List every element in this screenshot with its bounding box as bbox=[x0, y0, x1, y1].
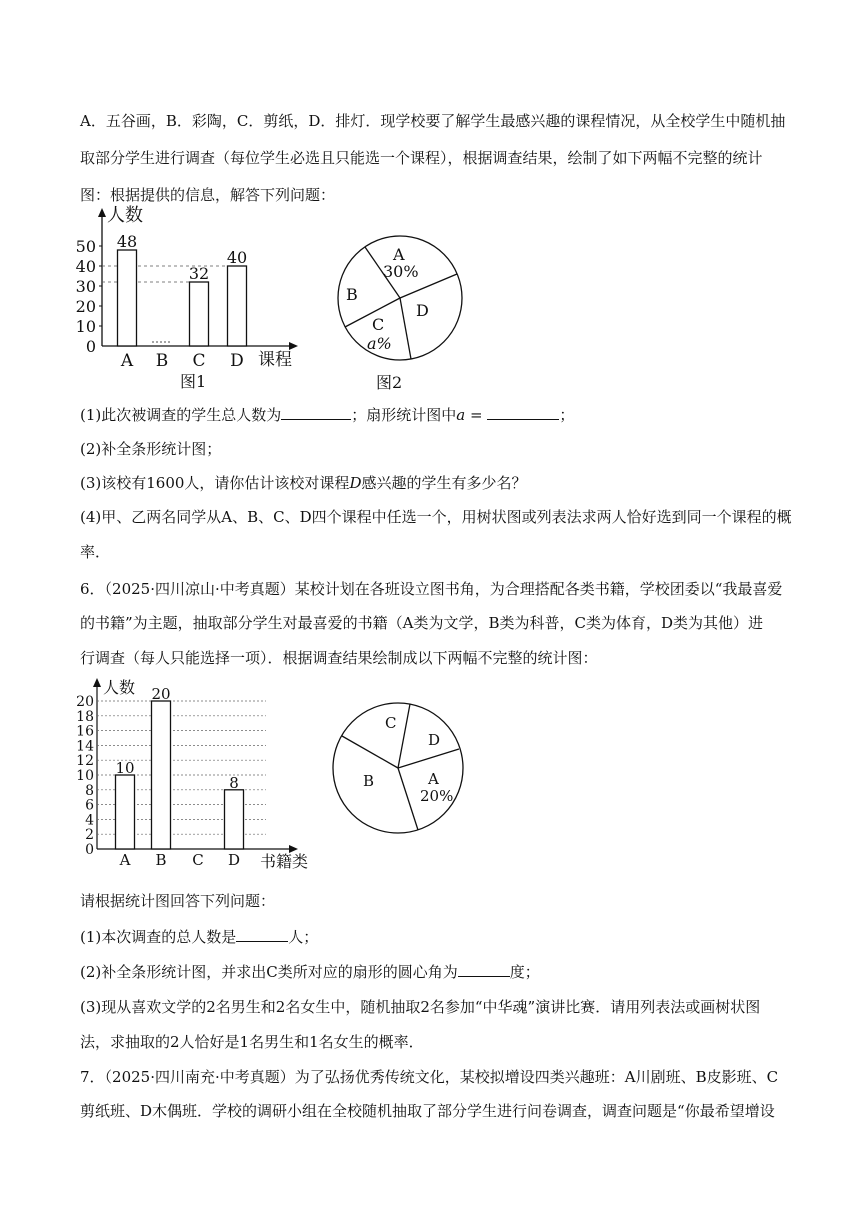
x-tick-label: C bbox=[192, 351, 206, 371]
bar-c bbox=[190, 282, 209, 346]
y-tick-label: 12 bbox=[76, 753, 94, 770]
y-tick-label: 30 bbox=[75, 277, 96, 296]
q6-line-3: 行调查（每人只能选择一项）．根据调查结果绘制成以下两幅不完整的统计图： bbox=[80, 649, 598, 667]
y-tick-label: 6 bbox=[85, 797, 94, 814]
figure-2-pie-chart bbox=[320, 230, 490, 400]
y-tick-label: 0 bbox=[85, 337, 96, 356]
x-tick-label: B bbox=[155, 851, 167, 869]
y-tick-label: 50 bbox=[75, 237, 96, 256]
q6-line-2: 的书籍”为主题，抽取部分学生对最喜爱的书籍（A类为文学，B类为科普，C类为体育，D类为其他）进 bbox=[80, 614, 764, 632]
y-tick-label: 10 bbox=[75, 317, 96, 336]
x-tick-label: A bbox=[120, 351, 134, 371]
q5-part-1-text-2: ；扇形统计图中 bbox=[351, 406, 457, 424]
intro-line-3: 图：根据提供的信息，解答下列问题： bbox=[80, 186, 336, 204]
variable-a: a bbox=[456, 406, 466, 424]
q6-part-2 bbox=[80, 960, 540, 982]
y-axis-arrow bbox=[93, 678, 101, 687]
q5-part-4-line-2: 率． bbox=[80, 543, 111, 561]
bar-value-label: 48 bbox=[116, 232, 138, 251]
y-axis-label: 人数 bbox=[103, 678, 136, 697]
pie-divider bbox=[342, 736, 398, 768]
q6-part-1-text: (1)本次调查的总人数是 bbox=[80, 928, 237, 946]
bar-a bbox=[116, 775, 135, 849]
y-tick-label: 2 bbox=[85, 827, 94, 844]
figure-1-bar-chart bbox=[70, 205, 310, 395]
intro-line-2: 取部分学生进行调查（每位学生必选且只能选一个课程），根据调查结果，绘制了如下两幅不完整的统计 bbox=[80, 149, 763, 167]
pie-label-d: D bbox=[428, 731, 441, 749]
answer-blank[interactable] bbox=[281, 403, 351, 420]
bar-value-label: 10 bbox=[115, 759, 135, 777]
q6-part-3-line-2: 法，求抽取的2人恰好是1名男生和1名女生的概率． bbox=[80, 1033, 424, 1051]
figure-2-caption: 图2 bbox=[376, 373, 403, 392]
y-axis-arrow bbox=[98, 208, 106, 217]
bar-b bbox=[152, 701, 171, 849]
q6-bar-chart bbox=[70, 675, 320, 875]
pie-label-a: A bbox=[393, 245, 405, 264]
bar-d bbox=[225, 790, 244, 849]
q5-part-2: (2)补全条形统计图； bbox=[80, 440, 222, 458]
answer-blank[interactable] bbox=[236, 925, 288, 942]
x-axis-label: 书籍类 bbox=[260, 852, 309, 871]
q6-part-2-text: (2)补全条形统计图，并求出C类所对应的扇形的圆心角为 bbox=[80, 963, 458, 981]
answer-blank[interactable] bbox=[458, 960, 510, 977]
y-tick-label: 40 bbox=[75, 257, 96, 276]
pie-divider bbox=[398, 749, 459, 768]
q6-part-1-end: 人； bbox=[288, 928, 319, 946]
pie-label-d: D bbox=[416, 301, 429, 320]
pie-label-c: C bbox=[372, 315, 385, 334]
q5-part-4-line-1: (4)甲、乙两名同学从A、B、C、D四个课程中任选一个，用树状图或列表法求两人恰好选到同一个课程的概 bbox=[80, 508, 792, 526]
x-axis-label: 课程 bbox=[258, 350, 292, 370]
y-tick-label: 20 bbox=[75, 297, 96, 316]
x-tick-label: C bbox=[192, 851, 204, 869]
y-tick-label: 18 bbox=[76, 708, 94, 725]
pie-divider bbox=[398, 768, 418, 830]
q6-line-1: 6．（2025·四川凉山·中考真题）某校计划在各班设立图书角，为合理搭配各类书籍，学校团委以“我最喜爱 bbox=[80, 580, 783, 598]
pie-label-a-pct: 20% bbox=[420, 787, 454, 805]
pie-divider bbox=[398, 704, 410, 768]
q5-part-1 bbox=[80, 403, 574, 425]
q6-part-1 bbox=[80, 925, 318, 947]
pie-label-c-pct: a% bbox=[367, 334, 392, 353]
bar-a bbox=[118, 250, 137, 346]
bar-value-label: 40 bbox=[226, 248, 248, 267]
y-tick-label: 14 bbox=[76, 738, 94, 755]
figure-1-caption: 图1 bbox=[180, 372, 207, 391]
pie-label-b: B bbox=[346, 285, 358, 304]
q5-part-1-text: (1)此次被调查的学生总人数为 bbox=[80, 406, 282, 424]
pie-label-a-pct: 30% bbox=[383, 262, 419, 281]
bar-value-label: 20 bbox=[151, 685, 171, 703]
q7-line-1: 7．（2025·四川南充·中考真题）为了弘扬优秀传统文化，某校拟增设四类兴趣班：A川剧班、B皮影班、C bbox=[80, 1068, 779, 1086]
pie-label-c: C bbox=[385, 714, 397, 732]
y-axis-label: 人数 bbox=[107, 205, 143, 226]
pie-label-a: A bbox=[428, 770, 439, 788]
bar-value-label: 8 bbox=[229, 773, 239, 792]
q6-prompt: 请根据统计图回答下列问题： bbox=[80, 892, 276, 910]
q5-part-3-text-2: 感兴趣的学生有多少名？ bbox=[361, 474, 527, 492]
q6-part-3-line-1: (3)现从喜欢文学的2名男生和2名女生中，随机抽取2名参加“中华魂”演讲比赛．请用列表法或画树状图 bbox=[80, 998, 761, 1016]
y-tick-label: 16 bbox=[76, 723, 94, 740]
equals-sign: = bbox=[465, 406, 488, 424]
y-tick-label: 0 bbox=[85, 842, 94, 858]
bar-value-label: 32 bbox=[188, 264, 210, 283]
q5-part-1-end: ； bbox=[559, 406, 575, 424]
q5-part-3-text: (3)该校有1600人，请你估计该校对课程 bbox=[80, 474, 350, 492]
variable-d: D bbox=[349, 474, 362, 492]
q6-part-2-end: 度； bbox=[509, 963, 540, 981]
answer-blank[interactable] bbox=[487, 403, 559, 420]
y-tick-label: 4 bbox=[85, 812, 94, 829]
x-tick-label: D bbox=[230, 351, 244, 371]
q6-pie-chart bbox=[330, 700, 470, 840]
bar-d bbox=[228, 266, 247, 346]
pie-divider bbox=[400, 298, 411, 359]
q7-line-2: 剪纸班、D木偶班．学校的调研小组在全校随机抽取了部分学生进行问卷调查，调查问题是“你最希望增设 bbox=[80, 1102, 775, 1120]
y-tick-label: 8 bbox=[85, 782, 94, 799]
pie-label-b: B bbox=[363, 772, 375, 790]
y-tick-label: 20 bbox=[76, 694, 94, 710]
x-axis-arrow bbox=[289, 342, 298, 350]
intro-line-1: A．五谷画，B．彩陶，C．剪纸，D．排灯．现学校要了解学生最感兴趣的课程情况，从全校学生中随机抽 bbox=[80, 112, 786, 130]
x-tick-label: A bbox=[119, 851, 131, 869]
q5-part-3 bbox=[80, 472, 526, 493]
x-tick-label: D bbox=[227, 851, 241, 869]
y-tick-label: 10 bbox=[76, 768, 94, 784]
x-tick-label: B bbox=[155, 351, 169, 371]
